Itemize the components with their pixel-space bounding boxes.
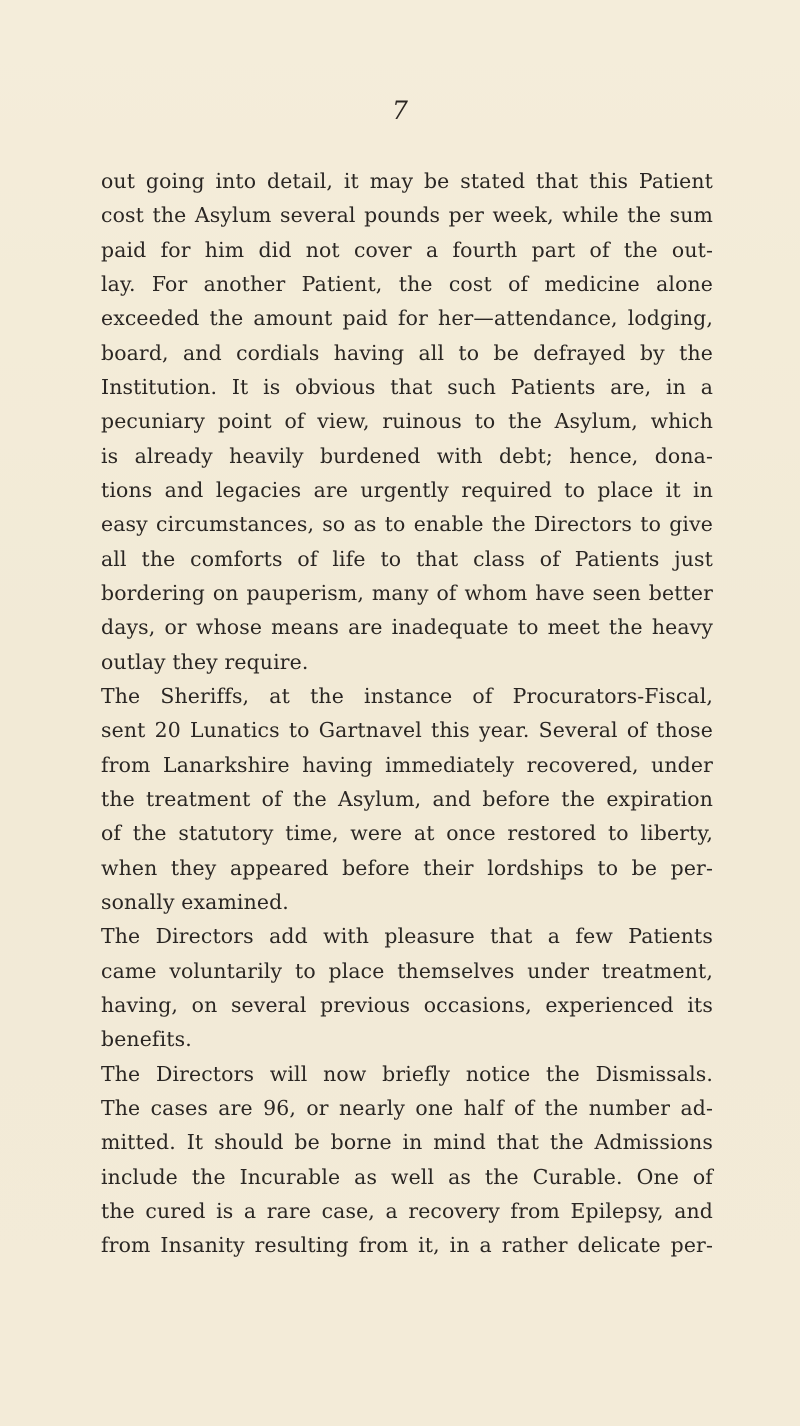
text-line: The cases are 96, or nearly one half of the number ad-	[101, 1095, 713, 1120]
text-line: exceeded the amount paid for her—attendance, lodging,	[101, 306, 713, 331]
text-line: lay. For another Patient, the cost of medicine alone	[101, 271, 713, 296]
text-line: out going into detail, it may be stated that this Patient	[101, 169, 713, 193]
text-line: outlay they require.	[101, 649, 309, 674]
text-line: sonally examined.	[101, 889, 289, 914]
text-line: when they appeared before their lordships to be per-	[101, 855, 713, 880]
text-line: paid for him did not cover a fourth part of the out-	[101, 237, 713, 262]
text-line: easy circumstances, so as to enable the Directors to give	[101, 512, 713, 537]
text-line: Institution. It is obvious that such Patients are, in a	[101, 374, 713, 399]
text-line: cost the Asylum several pounds per week, while the sum	[101, 203, 713, 228]
text-line: bordering on pauperism, many of whom have seen better	[101, 580, 713, 605]
text-line: benefits.	[101, 1027, 192, 1052]
text-line: tions and legacies are urgently required to place it in	[101, 477, 713, 502]
text-line: all the comforts of life to that class of Patients just	[101, 546, 713, 571]
text-line: the cured is a rare case, a recovery from Epilepsy, and	[101, 1198, 713, 1223]
text-line: of the statutory time, were at once restored to liberty,	[101, 821, 713, 846]
text-line: The Directors add with pleasure that a few Patients	[101, 924, 713, 949]
text-line: mitted. It should be borne in mind that the Admissions	[101, 1130, 713, 1155]
text-line: The Directors will now briefly notice the Dismissals.	[101, 1061, 713, 1086]
body-text	[101, 164, 713, 1263]
text-line: from Lanarkshire having immediately recovered, under	[101, 752, 713, 777]
text-line: from Insanity resulting from it, in a rather delicate per-	[101, 1233, 713, 1258]
text-line: include the Incurable as well as the Curable. One of	[101, 1164, 713, 1189]
text-line: the treatment of the Asylum, and before the expiration	[101, 786, 713, 811]
text-line: board, and cordials having all to be defrayed by the	[101, 340, 713, 365]
text-line: is already heavily burdened with debt; hence, dona-	[101, 443, 713, 468]
text-line: sent 20 Lunatics to Gartnavel this year. Several of those	[101, 718, 713, 743]
text-line: came voluntarily to place themselves under treatment,	[101, 958, 713, 983]
page-number: 7	[392, 96, 408, 125]
text-line: pecuniary point of view, ruinous to the Asylum, which	[101, 409, 713, 434]
text-line: The Sheriffs, at the instance of Procurators-Fiscal,	[101, 683, 713, 708]
text-line: days, or whose means are inadequate to meet the heavy	[101, 615, 713, 640]
text-line: having, on several previous occasions, experienced its	[101, 992, 713, 1017]
